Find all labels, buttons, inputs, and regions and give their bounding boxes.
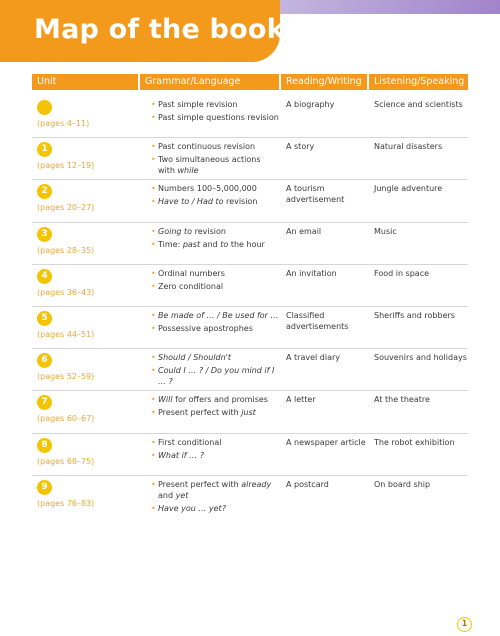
grammar-text: past — [182, 239, 201, 249]
unit-cell — [32, 479, 138, 518]
unit-pages: (pages 68–75) — [37, 456, 95, 466]
grammar-text: What if … ? — [158, 450, 204, 460]
grammar-cell — [140, 437, 279, 475]
unit-pages: (pages 4–11) — [37, 119, 90, 128]
grammar-text: revision — [223, 197, 258, 207]
grammar-text: First conditional — [158, 437, 222, 447]
grammar-list — [145, 99, 279, 123]
reading-writing-cell: A postcard — [286, 479, 329, 489]
table-row — [32, 138, 468, 180]
unit-number-badge: 5 — [37, 311, 52, 326]
grammar-text: Be made of … / Be used for … — [158, 310, 279, 320]
table-row — [32, 434, 468, 476]
unit-pages: (pages 76–83) — [37, 498, 95, 508]
grammar-list — [145, 479, 279, 514]
listening-speaking-cell: The robot exhibition — [374, 437, 455, 447]
grammar-cell — [140, 99, 279, 137]
unit-number-badge: 2 — [37, 184, 52, 199]
grammar-item — [151, 268, 279, 279]
grammar-text: Present perfect with — [158, 479, 242, 489]
listening-speaking-cell: Sheriffs and robbers — [374, 310, 455, 320]
unit-cell — [32, 141, 138, 179]
grammar-text: Past continuous revision — [158, 142, 256, 152]
listening-speaking-cell: Food in space — [374, 268, 430, 278]
listening-speaking-cell: Souvenirs and holidays — [374, 353, 467, 363]
unit-number-badge: 4 — [37, 269, 52, 284]
grammar-item — [151, 99, 279, 110]
unit-number-badge: 3 — [37, 227, 52, 242]
grammar-item — [151, 196, 279, 207]
table-row — [32, 476, 468, 518]
grammar-item — [151, 154, 279, 176]
grammar-cell — [140, 394, 279, 432]
grammar-text: to — [220, 239, 229, 249]
page-title: Map of the book — [34, 14, 285, 45]
grammar-text: for offers and promises — [172, 395, 268, 405]
table-header — [32, 74, 468, 90]
listening-speaking-cell: At the theatre — [374, 395, 430, 405]
grammar-item — [151, 437, 279, 448]
grammar-list — [145, 141, 279, 176]
grammar-item — [151, 503, 279, 514]
grammar-cell — [140, 310, 279, 348]
table-body — [32, 96, 468, 518]
grammar-text: Have you … yet? — [158, 503, 226, 513]
grammar-item — [151, 239, 279, 250]
listening-speaking-cell: Science and scientists — [374, 100, 463, 109]
grammar-text: Past simple revision — [158, 100, 238, 109]
unit-number-badge: 8 — [37, 438, 52, 453]
grammar-list — [145, 394, 279, 418]
table-row — [32, 265, 468, 307]
grammar-cell — [140, 352, 279, 390]
grammar-item — [151, 183, 279, 194]
unit-pages: (pages 60–67) — [37, 414, 95, 424]
grammar-text: Going to — [158, 226, 193, 236]
grammar-text: Possessive apostrophes — [158, 323, 253, 333]
listening-speaking-cell: Music — [374, 226, 397, 236]
column-header-unit: Unit — [32, 74, 138, 90]
table-row — [32, 180, 468, 222]
grammar-text: Zero conditional — [158, 281, 224, 291]
reading-writing-cell: A story — [286, 142, 315, 152]
table-row — [32, 307, 468, 349]
grammar-item — [151, 141, 279, 152]
table-row — [32, 223, 468, 265]
unit-cell — [32, 99, 138, 137]
grammar-text: Should / Shouldn't — [158, 353, 232, 363]
grammar-item — [151, 479, 279, 501]
grammar-text: just — [241, 408, 256, 418]
grammar-cell — [140, 268, 279, 306]
reading-writing-cell: A newspaper article — [286, 437, 366, 447]
grammar-item — [151, 450, 279, 461]
reading-writing-cell: Classified advertisements — [286, 310, 349, 331]
unit-cell — [32, 183, 138, 221]
grammar-cell — [140, 479, 279, 518]
unit-pages: (pages 36–43) — [37, 287, 95, 297]
unit-pages: (pages 28–35) — [37, 245, 95, 255]
grammar-item — [151, 352, 279, 363]
unit-cell — [32, 437, 138, 475]
grammar-cell — [140, 141, 279, 179]
grammar-text: Time: — [158, 239, 183, 249]
grammar-item — [151, 407, 279, 418]
reading-writing-cell: A letter — [286, 395, 316, 405]
column-header-listening: Listening/Speaking — [369, 74, 468, 90]
unit-cell — [32, 394, 138, 432]
unit-cell — [32, 310, 138, 348]
grammar-cell — [140, 226, 279, 264]
page-number: 1 — [457, 617, 472, 632]
grammar-text: Present perfect with — [158, 408, 242, 418]
reading-writing-cell: A tourism advertisement — [286, 184, 345, 205]
grammar-list — [145, 226, 279, 250]
unit-number-badge: 9 — [37, 480, 52, 495]
grammar-text: Past simple questions revision — [158, 113, 279, 122]
grammar-text: revision — [192, 226, 226, 236]
grammar-text: Could I … ? / Do you mind if I … ? — [158, 366, 275, 387]
column-header-reading: Reading/Writing — [281, 74, 367, 90]
grammar-list — [145, 437, 279, 461]
grammar-text: and — [158, 490, 176, 500]
reading-writing-cell: A travel diary — [286, 353, 340, 363]
grammar-list — [145, 310, 279, 334]
grammar-item — [151, 394, 279, 405]
unit-number-badge: 6 — [37, 353, 52, 368]
grammar-text: Have to / Had to — [158, 197, 224, 207]
grammar-text: the hour — [228, 239, 265, 249]
grammar-list — [145, 268, 279, 292]
grammar-text: and — [200, 239, 221, 249]
reading-writing-cell: An email — [286, 226, 322, 236]
grammar-text: Ordinal numbers — [158, 268, 225, 278]
reading-writing-cell: An invitation — [286, 268, 337, 278]
grammar-item — [151, 226, 279, 237]
unit-cell — [32, 352, 138, 390]
grammar-item — [151, 323, 279, 334]
grammar-cell — [140, 183, 279, 221]
listening-speaking-cell: Natural disasters — [374, 142, 443, 152]
unit-number-badge — [37, 100, 52, 115]
grammar-list — [145, 352, 279, 387]
unit-number-badge: 1 — [37, 142, 52, 157]
grammar-item — [151, 365, 279, 387]
grammar-item — [151, 281, 279, 292]
listening-speaking-cell: On board ship — [374, 479, 431, 489]
unit-pages: (pages 12–19) — [37, 161, 95, 171]
grammar-text: Two simultaneous actions with — [158, 155, 261, 176]
table-row — [32, 391, 468, 433]
contents-table — [32, 74, 468, 518]
unit-cell — [32, 268, 138, 306]
unit-number-badge: 7 — [37, 395, 52, 410]
grammar-text: yet — [175, 490, 189, 500]
reading-writing-cell: A biography — [286, 100, 335, 109]
table-row — [32, 96, 468, 138]
grammar-text: already — [241, 479, 272, 489]
table-row — [32, 349, 468, 391]
unit-pages: (pages 44–51) — [37, 329, 95, 339]
unit-cell — [32, 226, 138, 264]
grammar-list — [145, 183, 279, 207]
listening-speaking-cell: Jungle adventure — [374, 184, 443, 194]
grammar-text: Numbers 100–5,000,000 — [158, 184, 257, 194]
grammar-item — [151, 310, 279, 321]
grammar-item — [151, 112, 279, 123]
grammar-text: Will — [158, 395, 173, 405]
unit-pages: (pages 20–27) — [37, 203, 95, 213]
unit-pages: (pages 52–59) — [37, 372, 95, 382]
grammar-text: while — [177, 166, 199, 176]
column-header-grammar: Grammar/Language — [140, 74, 279, 90]
